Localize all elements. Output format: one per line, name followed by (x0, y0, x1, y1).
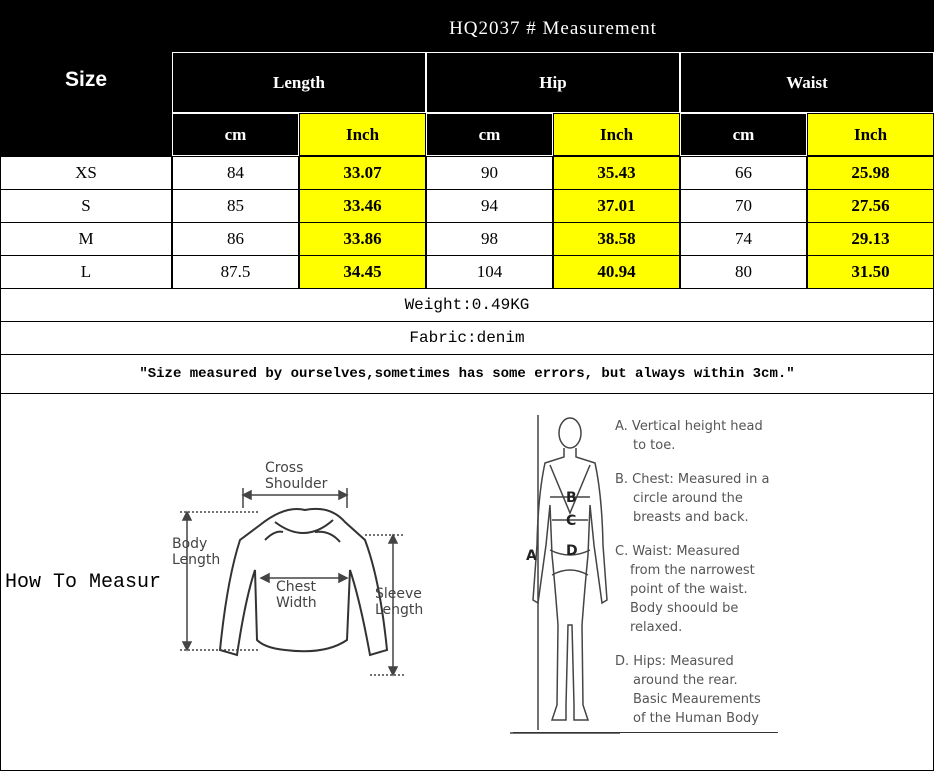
instruction-c: C. Waist: Measured from the narrowest point of the waist. Body shoould be relaxed. (615, 544, 755, 635)
instruction-a: A. Vertical height head to toe. (615, 419, 763, 453)
weight-row: Weight:0.49KG (0, 288, 934, 322)
table-cell: 33.46 (299, 189, 426, 223)
body-diagram (510, 405, 620, 740)
measure-instructions (615, 417, 790, 728)
instruction-d: D. Hips: Measured around the rear. Basic Meaurements of the Human Body (615, 654, 761, 726)
table-cell: 38.58 (553, 222, 680, 256)
table-cell: 34.45 (299, 255, 426, 289)
sweater-label: Chest (276, 579, 317, 595)
sweater-label: Length (172, 552, 221, 568)
size-header: Size (64, 68, 108, 91)
body-letter-a: A (526, 548, 537, 564)
unit-header: Inch (807, 113, 934, 156)
group-length: Length (172, 52, 426, 113)
unit-header: Inch (299, 113, 426, 156)
table-cell: 94 (426, 189, 553, 223)
table-cell: 86 (172, 222, 299, 256)
sweater-label: Shoulder (265, 476, 328, 492)
table-row-size: L (0, 255, 172, 289)
unit-header: cm (680, 113, 807, 156)
table-cell: 31.50 (807, 255, 934, 289)
table-cell: 25.98 (807, 156, 934, 190)
body-letter-d: D (566, 543, 578, 559)
table-cell: 87.5 (172, 255, 299, 289)
table-cell: 104 (426, 255, 553, 289)
unit-header: cm (426, 113, 553, 156)
table-title: HQ2037 # Measurement (449, 18, 657, 39)
sweater-label: Length (375, 602, 424, 618)
note-row: "Size measured by ourselves,sometimes has some errors, but always within 3cm." (0, 354, 934, 394)
table-cell: 70 (680, 189, 807, 223)
body-letter-c: C (566, 513, 577, 529)
unit-header: cm (172, 113, 299, 156)
sweater-label: Sleeve (375, 586, 422, 602)
table-cell: 84 (172, 156, 299, 190)
size-table-body (0, 156, 934, 289)
table-cell: 37.01 (553, 189, 680, 223)
table-cell: 98 (426, 222, 553, 256)
how-to-measure-label: How To Measur (5, 571, 162, 594)
table-cell: 33.86 (299, 222, 426, 256)
table-cell: 90 (426, 156, 553, 190)
table-row-size: M (0, 222, 172, 256)
sweater-diagram (165, 450, 440, 690)
sweater-label: Body (172, 536, 208, 552)
group-waist: Waist (680, 52, 934, 113)
table-cell: 80 (680, 255, 807, 289)
table-row-size: S (0, 189, 172, 223)
table-row-size: XS (0, 156, 172, 190)
group-hip: Hip (426, 52, 680, 113)
fabric-row: Fabric:denim (0, 321, 934, 355)
body-letter-b: B (566, 490, 577, 506)
table-cell: 27.56 (807, 189, 934, 223)
sweater-label: Width (276, 595, 317, 611)
table-cell: 66 (680, 156, 807, 190)
table-cell: 85 (172, 189, 299, 223)
body-baseline (513, 732, 778, 733)
table-cell: 35.43 (553, 156, 680, 190)
sweater-label: Cross (265, 460, 304, 476)
table-cell: 74 (680, 222, 807, 256)
unit-header: Inch (553, 113, 680, 156)
instruction-b: B. Chest: Measured in a circle around the breasts and back. (615, 472, 770, 525)
table-cell: 40.94 (553, 255, 680, 289)
table-cell: 33.07 (299, 156, 426, 190)
table-cell: 29.13 (807, 222, 934, 256)
